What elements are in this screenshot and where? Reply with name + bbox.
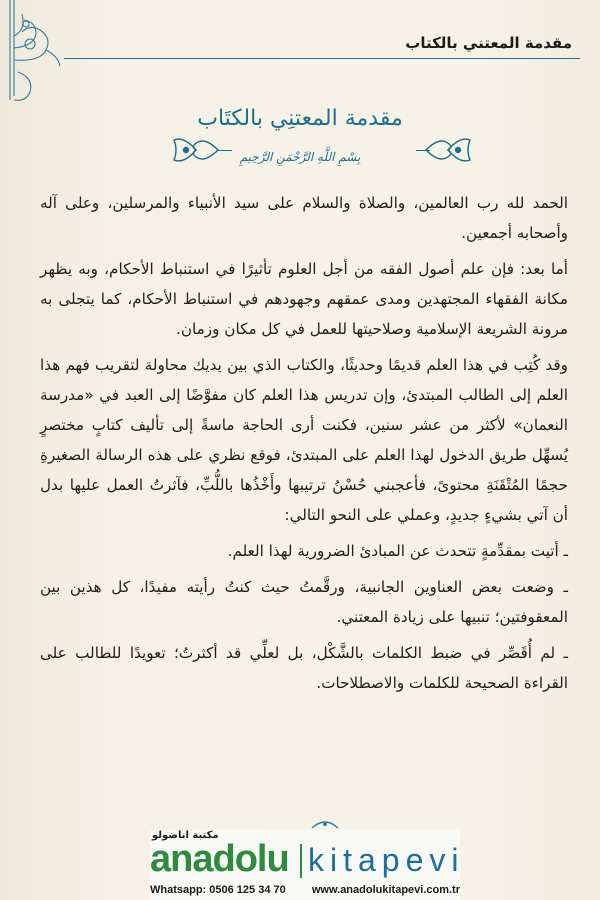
footer-ornament-icon bbox=[310, 818, 340, 830]
body-text bbox=[40, 188, 568, 704]
watermark-arabic-label: مكتبة اناضولو bbox=[152, 830, 219, 841]
watermark-website[interactable]: www.anadolukitapevi.com.tr bbox=[311, 884, 460, 896]
paragraph-item-headings: ـ وضعت بعض العناوين الجانبية، ورقَّمتُ حيث كنتُ رأيته مفيدًا، كل هذين بين المعقوفتين؛ تنبيها على زيادة المعتني. bbox=[40, 578, 568, 626]
watermark-phone: Whatsapp: 0506 125 34 70 bbox=[150, 884, 286, 896]
running-header bbox=[64, 34, 580, 62]
watermark-brand-anadolu: anadolu bbox=[150, 838, 289, 880]
corner-ornament-icon bbox=[0, 0, 62, 110]
paragraph-item-intro: ـ أتيت بمقدِّمةٍ تتحدث عن المبادئ الضرورية لهذا العلم. bbox=[227, 542, 568, 560]
running-title: مقدمة المعتني بالكتاب bbox=[405, 34, 572, 52]
bookstore-watermark bbox=[150, 830, 465, 900]
paragraph-about-book: وقد كُتِب في هذا العلم قديمًا وحديثًا، والكتاب الذي بين يديك محاولة لتقريب فهم هذا العلم إلى الطالب المبتدئ، وإن تدريس هذا العلم كان مفوَّضًا إلى العبد في «مدرسة النعمان» لأكثر من عشر سنين، فكنت أرى الحاجة ماسةً إلى تأليف كتابٍ مختصرٍ يُسهِّل طريق الدخول لهذا العلم على المبتدئ، فوقع نظري على هذه الرسالة الصغيرةِ حجمًا المُتْقَنَةِ محتوىً، فأعجبني حُسْنُ ترتيبها وأَخْذُها باللُّبِّ، فآثرتُ العمل عليها بدل أن آتي بشيءٍ جديدٍ، وعملي على النحو التالي: bbox=[40, 356, 568, 524]
header-rule bbox=[64, 58, 580, 59]
paragraph-amma-bad: أما بعد: فإن علم أصول الفقه من أجل العلوم تأثيرًا في استنباط الأحكام، وبه يظهر مكانة الفقهاء المجتهدين ومدى عمقهم وجهودهم في استنباط الأحكام، كما يتجلى به مرونة الشريعة الإسلامية وصلاحيتها للعمل في كل مكان وزمان. bbox=[40, 260, 568, 338]
basmala: بِسْمِ اللَّهِ الرَّحْمَنِ الرَّحِيمِ bbox=[239, 150, 361, 164]
paragraph-item-diacritics: ـ لم أُقَصِّر في ضبط الكلمات بالشَّكْل، بل لعلِّي قد أكثرتُ؛ تعويدًا للطالب على القراءة الصحيحة للكلمات والاصطلاحات. bbox=[40, 644, 568, 692]
watermark-divider bbox=[300, 844, 302, 878]
paragraph-opening: الحمد لله رب العالمين، والصلاة والسلام على سيد الأنبياء والمرسلين، وعلى آله وأصحابه أجمعين. bbox=[40, 194, 568, 242]
watermark-brand-kitapevi: kitapevi bbox=[308, 842, 465, 878]
chapter-title: مقدمة المعتنِي بالكتَاب bbox=[197, 106, 403, 131]
